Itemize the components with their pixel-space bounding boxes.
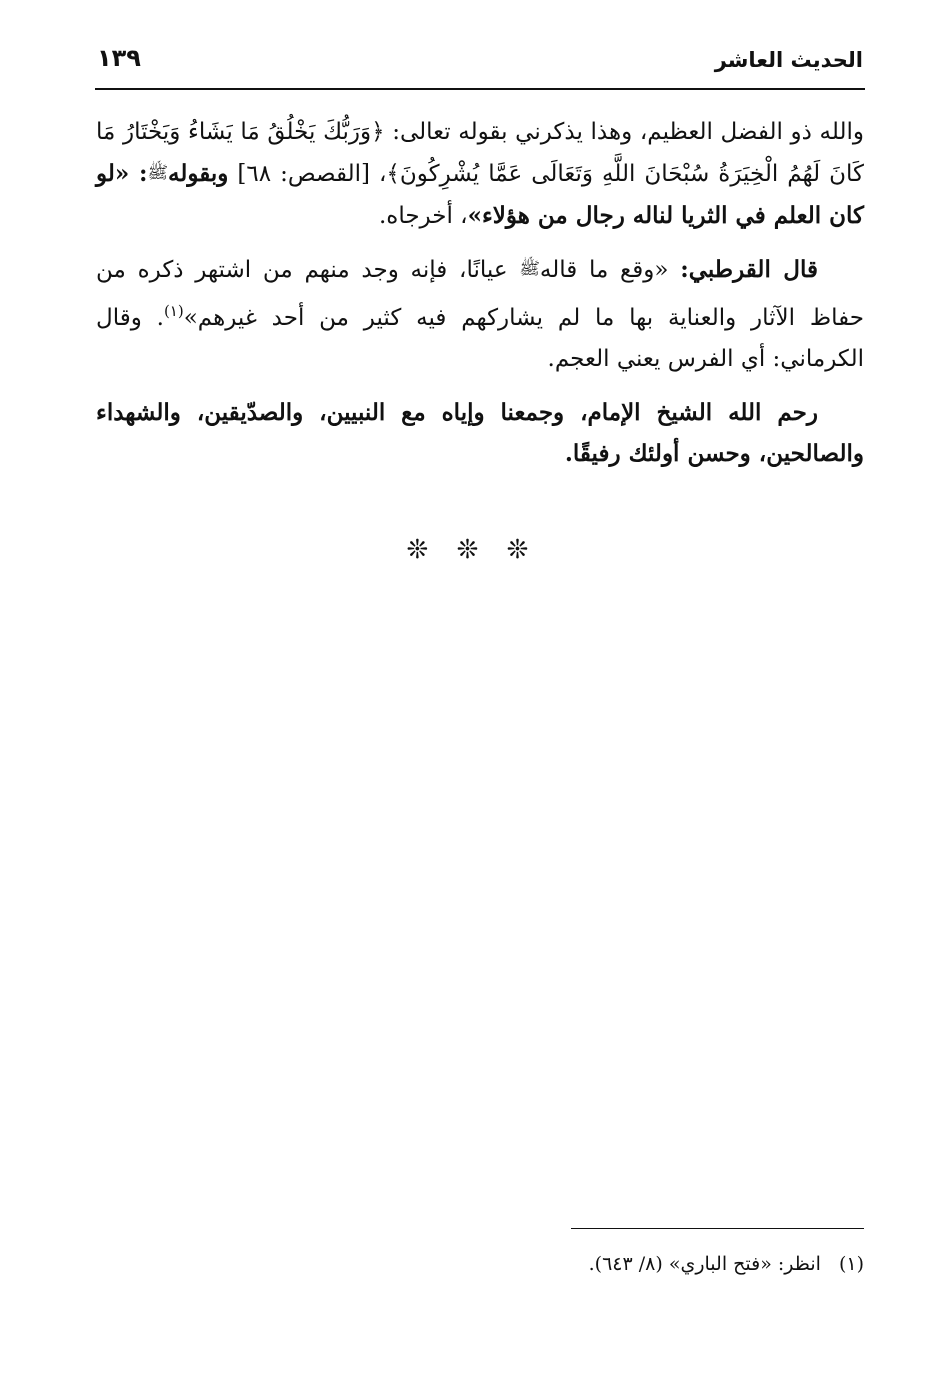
footnote-text: انظر: «فتح الباري» (٨/ ٦٤٣).	[588, 1253, 821, 1275]
salutation-glyph: ﷺ	[147, 163, 168, 183]
p2-ending: . وقال الكرماني: أي الفرس يعني العجم.	[96, 305, 864, 372]
footnote-number: (١)	[838, 1253, 864, 1275]
paragraph-1	[96, 112, 864, 237]
quran-verse: ﴿وَرَبُّكَ يَخْلُقُ مَا يَشَاءُ وَيَخْتَارُ مَا كَانَ لَهُمُ الْخِيَرَةُ سُبْحَانَ اللَّهِ وَتَعَالَى عَمَّا يُشْرِكُونَ﴾	[96, 119, 864, 187]
main-text	[96, 112, 864, 486]
hadith-intro: وبقوله	[168, 160, 229, 187]
hadith-text: : «لو كان العلم في الثريا لناله رجال من هؤلاء»	[96, 160, 864, 229]
p1-ending: ، أخرجاه.	[378, 203, 468, 229]
footnote-divider	[571, 1228, 864, 1229]
header-divider	[95, 88, 865, 90]
footnote	[300, 1250, 864, 1278]
speaker-name: قال القرطبي:	[680, 256, 818, 283]
running-title: الحديث العاشر	[714, 48, 863, 72]
footnote-reference[interactable]: (١)	[163, 302, 184, 320]
p2-quote-start: «وقع ما قاله	[539, 257, 681, 283]
p1-intro: والله ذو الفضل العظيم، وهذا يذكرني بقوله تعالى:	[384, 119, 864, 145]
section-ornament: ❊ ❊ ❊	[406, 535, 539, 565]
paragraph-2	[96, 249, 864, 380]
p2-quote-rest: عيانًا، فإنه وجد منهم من اشتهر ذكره من حفاظ الآثار والعناية بها ما لم يشاركهم فيه كثير من أحد غيرهم»	[96, 257, 864, 331]
paragraph-3	[96, 392, 864, 474]
page-header	[95, 44, 865, 84]
quran-reference: ، [القصص: ٦٨]	[237, 161, 387, 187]
page-number: ١٣٩	[97, 44, 141, 72]
salutation-glyph-2: ﷺ	[519, 259, 540, 279]
closing-prayer: رحم الله الشيخ الإمام، وجمعنا وإياه مع النبيين، والصدّيقين، والشهداء والصالحين، وحسن أولئك رفيقًا.	[96, 399, 864, 467]
